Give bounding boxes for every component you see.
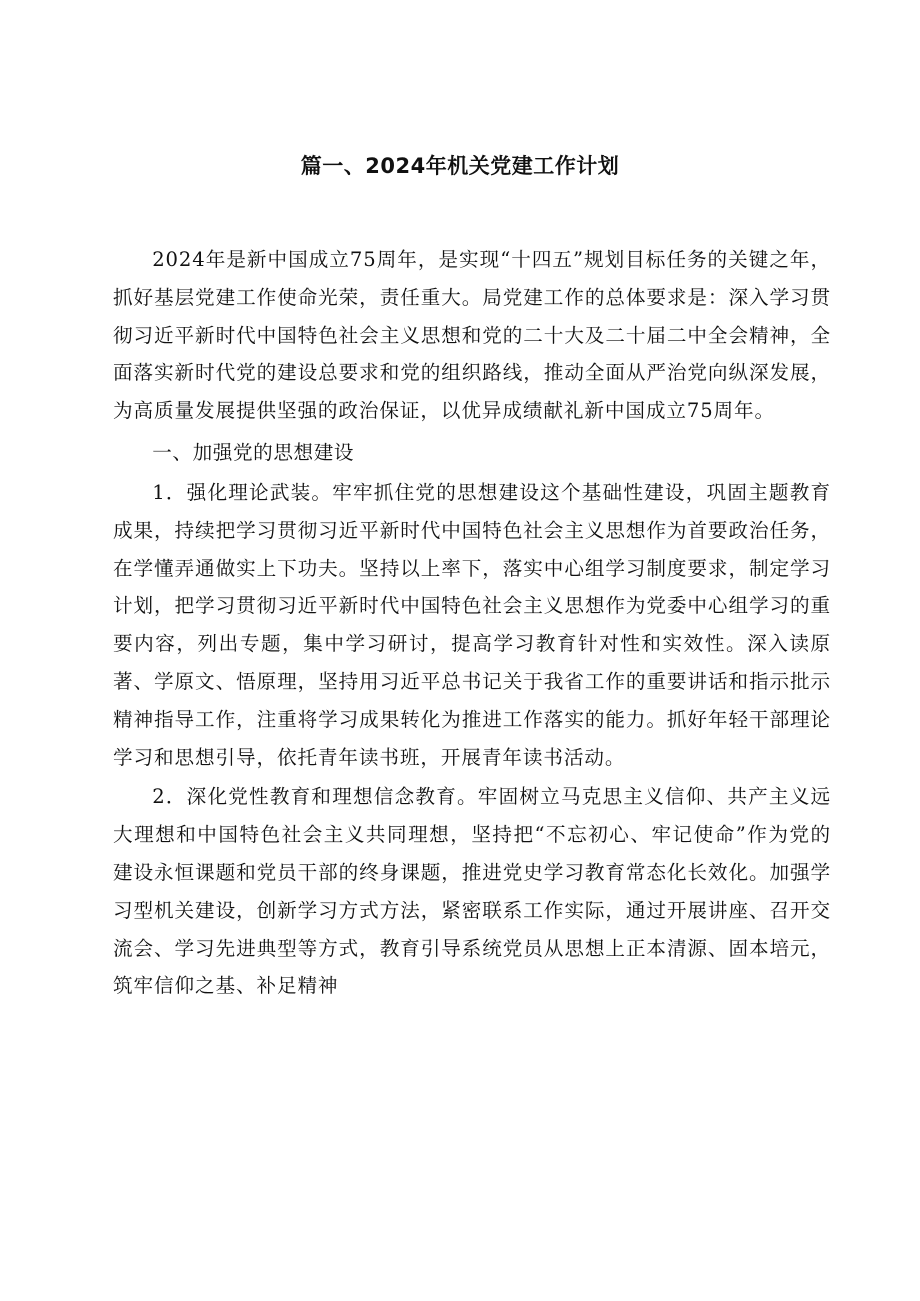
- item-2-paragraph: 2．深化党性教育和理想信念教育。牢固树立马克思主义信仰、共产主义远大理想和中国特色社会主义共同理想，坚持把“不忘初心、牢记使命”作为党的建设永恒课题和党员干部的终身课题，推进党史学习教育常态化长效化。加强学习型机关建设，创新学习方式方法，紧密联系工作实际，通过开展讲座、召开交流会、学习先进典型等方式，教育引导系统党员从思想上正本清源、固本培元，筑牢信仰之基、补足精神: [113, 785, 831, 998]
- intro-paragraph: 2024年是新中国成立75周年，是实现“十四五”规划目标任务的关键之年，抓好基层党建工作使命光荣，责任重大。局党建工作的总体要求是：深入学习贯彻习近平新时代中国特色社会主义思想和党的二十大及二十届二中全会精神，全面落实新时代党的建设总要求和党的组织路线，推动全面从严治党向纵深发展，为高质量发展提供坚强的政治保证，以优异成绩献礼新中国成立75周年。: [113, 248, 831, 423]
- document-body: [113, 241, 831, 1005]
- section-heading: 一、加强党的思想建设: [152, 440, 355, 464]
- item-1-paragraph: 1．强化理论武装。牢牢抓住党的思想建设这个基础性建设，巩固主题教育成果，持续把学习贯彻习近平新时代中国特色社会主义思想作为首要政治任务，在学懂弄通做实上下功夫。坚持以上率下，落实中心组学习制度要求，制定学习计划，把学习贯彻习近平新时代中国特色社会主义思想作为党委中心组学习的重要内容，列出专题，集中学习研讨，提高学习教育针对性和实效性。深入读原著、学原文、悟原理，坚持用习近平总书记关于我省工作的重要讲话和指示批示精神指导工作，注重将学习成果转化为推进工作落实的能力。抓好年轻干部理论学习和思想引导，依托青年读书班，开展青年读书活动。: [113, 480, 831, 769]
- document-title: 篇一、2024年机关党建工作计划: [300, 154, 620, 178]
